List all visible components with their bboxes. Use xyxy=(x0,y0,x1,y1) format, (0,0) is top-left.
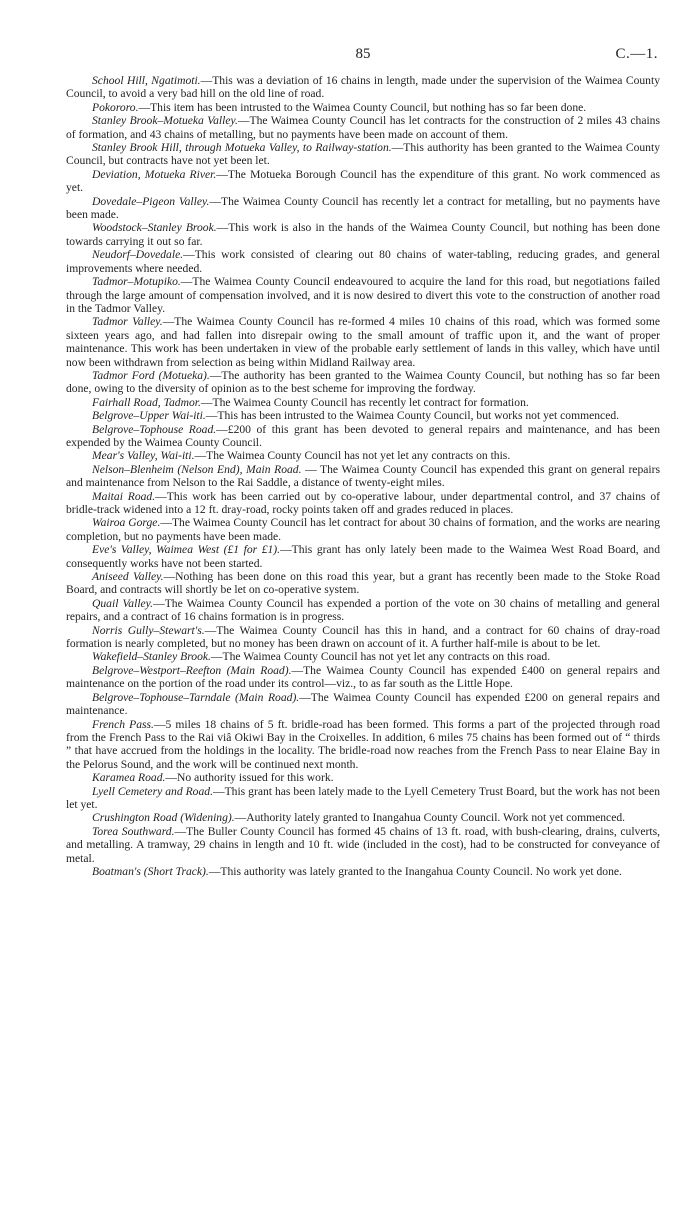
paragraph xyxy=(66,691,660,718)
paragraph-text: —No authority issued for this work. xyxy=(165,771,334,785)
paragraph-text: —The Waimea County Council has not yet let any contracts on this road. xyxy=(210,650,551,664)
paragraph xyxy=(66,396,660,409)
paragraph-title: Mear's Valley, Wai-iti. xyxy=(92,449,195,463)
paragraph xyxy=(66,168,660,195)
paragraph-title: Belgrove–Upper Wai-iti. xyxy=(92,409,206,423)
paragraph-text: —The Waimea County Council has let contract for about 30 chains of formation, and the works are nearing completion, but no payments have been made. xyxy=(66,516,660,543)
paragraph-text: —This work is also in the hands of the Waimea County Council, but nothing has been done towards carrying it out so far. xyxy=(66,221,660,248)
paragraph-text: —The Waimea County Council has recently let contract for formation. xyxy=(200,395,529,409)
page-number: 85 xyxy=(355,46,371,62)
paragraph xyxy=(66,597,660,624)
page-header xyxy=(66,46,660,74)
paragraph-title: Belgrove–Tophouse Road. xyxy=(92,422,217,436)
paragraph-text: —The Waimea County Council has let contracts for the construction of 2 miles 43 chains of formation, and 43 chains of metalling, but no payments have been made on account of them. xyxy=(66,114,660,141)
paragraph-text: —This has been intrusted to the Waimea County Council, but works not yet commenced. xyxy=(205,409,620,423)
paragraph xyxy=(66,718,660,772)
paragraph-title: Boatman's (Short Track). xyxy=(92,864,209,878)
paragraph-title: Wakefield–Stanley Brook. xyxy=(92,650,211,664)
paragraph-text: —This work has been carried out by co-operative labour, under departmental control, and 37 chains of bridle-track widened into a 12 ft. dray-road, rocky points taken off and grades reduced in places. xyxy=(66,489,661,516)
paragraph-title: School Hill, Ngatimoti. xyxy=(92,74,201,87)
paragraph-text: —This work consisted of clearing out 80 chains of water-tabling, reducing grades, and general improvements where needed. xyxy=(66,248,660,275)
paragraph-text: —Nothing has been done on this road this year, but a grant has recently been made to the Stoke Road Board, and contracts will shortly be let on co-operative system. xyxy=(66,570,660,597)
paragraph xyxy=(66,275,660,315)
paragraph-title: Maitai Road. xyxy=(92,489,156,503)
paragraph-title: Dovedale–Pigeon Valley. xyxy=(92,194,210,208)
paragraph xyxy=(66,570,660,597)
paragraph-text: —The Waimea County Council has this in hand, and a contract for 60 chains of dray-road formation is nearly completed, but no money has been drawn on account of it. A further half-mile is about to be let. xyxy=(66,623,660,651)
paragraph-title: Eve's Valley, Waimea West (£1 for £1). xyxy=(92,543,281,557)
paragraph xyxy=(66,543,660,570)
paragraph-title: Nelson–Blenheim (Nelson End), Main Road. xyxy=(92,462,302,476)
paragraph xyxy=(66,195,660,222)
paragraph xyxy=(66,141,660,168)
paragraph-text: —The Buller County Council has formed 45 chains of 13 ft. road, with bush-clearing, drains, culverts, and metalling. A tramway, 29 chains in length and 10 ft. wide (included in the cost), had to be constructed for conveyance of metal. xyxy=(66,824,660,865)
body-text xyxy=(66,74,660,878)
paragraph-text: —This authority was lately granted to the Inangahua County Council. No work yet done. xyxy=(208,864,622,878)
paragraph-text: —£200 of this grant has been devoted to general repairs and maintenance, and has been expended by the Waimea County Council. xyxy=(66,422,660,449)
paragraph-title: Neudorf–Dovedale. xyxy=(92,248,184,262)
paragraph-text: — The Waimea County Council has expended this grant on general repairs and maintenance from Nelson to the Rai Saddle, a distance of twenty-eight miles. xyxy=(66,462,660,490)
paragraph-title: Deviation, Motueka River. xyxy=(92,167,217,181)
paragraph-text: —5 miles 18 chains of 5 ft. bridle-road has been formed. This forms a part of the projected through road from the French Pass to the Rai viâ Okiwi Bay in the Croixelles. In addition, 6 miles 75 chains has been formed out of “ thirds ” that have accrued from the holdings in the locality. The bridle-road now reaches from the French Pass to near Elaine Bay in the Pelorus Sound, and the work will be continued next month. xyxy=(66,717,660,771)
paragraph-text: —The authority has been granted to the Waimea County Council, but nothing has so far been done, owing to the diversity of opinion as to the best scheme for improving the fordway. xyxy=(66,368,660,396)
paragraph xyxy=(66,825,660,865)
paragraph xyxy=(66,449,660,462)
paragraph xyxy=(66,248,660,275)
paragraph-text: —The Waimea County Council has not yet let any contracts on this. xyxy=(194,449,511,463)
paragraph-title: Wairoa Gorge. xyxy=(92,516,161,530)
paragraph xyxy=(66,369,660,396)
paragraph-title: Karamea Road. xyxy=(92,771,166,785)
paragraph-title: Quail Valley. xyxy=(92,596,154,610)
paragraph-title: French Pass. xyxy=(92,717,154,731)
document-reference: C.—1. xyxy=(615,46,658,62)
paragraph-text: —This item has been intrusted to the Waimea County Council, but nothing has so far been done. xyxy=(138,100,587,114)
paragraph-title: Norris Gully–Stewart's. xyxy=(92,623,205,637)
paragraph xyxy=(66,516,660,543)
paragraph xyxy=(66,624,660,651)
paragraph-title: Torea Southward. xyxy=(92,824,175,838)
paragraph xyxy=(66,490,660,517)
paragraph-title: Tadmor–Motupiko. xyxy=(92,275,181,289)
paragraph-title: Fairhall Road, Tadmor. xyxy=(92,395,201,409)
paragraph-text: —The Waimea County Council has expended a portion of the vote on 30 chains of metalling and general repairs, and a contract of 16 chains formation is in progress. xyxy=(66,596,660,624)
paragraph xyxy=(66,74,660,101)
paragraph xyxy=(66,409,660,422)
paragraph-title: Belgrove–Tophouse–Tarndale (Main Road). xyxy=(92,690,300,704)
paragraph-title: Lyell Cemetery and Road. xyxy=(92,784,213,798)
paragraph xyxy=(66,463,660,490)
paragraph-title: Woodstock–Stanley Brook. xyxy=(92,221,217,235)
paragraph xyxy=(66,811,660,824)
paragraph-text: —This grant has only lately been made to the Waimea West Road Board, and consequently works have not been started. xyxy=(66,543,660,570)
paragraph-text: —The Waimea County Council endeavoured to acquire the land for this road, but negotiations failed through the large amount of compensation involved, and it is now desired to divert this vote to the construction of another road in the Tadmor Valley. xyxy=(66,275,660,315)
paragraph-text: —The Waimea County Council has recently let a contract for metalling, but no payments have been made. xyxy=(66,194,660,222)
paragraph xyxy=(66,771,660,784)
paragraph-title: Tadmor Valley. xyxy=(92,315,163,329)
paragraph xyxy=(66,315,660,369)
paragraph xyxy=(66,423,660,450)
paragraph xyxy=(66,785,660,812)
paragraph xyxy=(66,865,660,878)
paragraph xyxy=(66,664,660,691)
paragraph-text: —This authority has been granted to the Waimea County Council, but contracts have not yet been let. xyxy=(66,141,660,168)
paragraph-title: Stanley Brook Hill, through Motueka Valley, to Railway-station. xyxy=(92,141,392,155)
paragraph xyxy=(66,221,660,248)
paragraph-text: —The Waimea County Council has expended £200 on general repairs and maintenance. xyxy=(66,690,660,718)
paragraph-title: Aniseed Valley. xyxy=(92,570,164,584)
paragraph-title: Stanley Brook–Motueka Valley. xyxy=(92,114,238,128)
paragraph-title: Belgrove–Westport–Reefton (Main Road). xyxy=(92,663,292,677)
paragraph-text: —The Motueka Borough Council has the expenditure of this grant. No work commenced as yet. xyxy=(66,167,660,195)
paragraph-text: —Authority lately granted to Inangahua County Council. Work not yet commenced. xyxy=(234,811,626,825)
paragraph xyxy=(66,101,660,114)
paragraph-text: —The Waimea County Council has expended £400 on general repairs and maintenance on the portion of the road under its control—viz., to as far south as the Little Hope. xyxy=(66,663,660,691)
paragraph-title: Tadmor Ford (Motueka). xyxy=(92,368,210,382)
paragraph-text: —This grant has been lately made to the Lyell Cemetery Trust Board, but the work has not been let yet. xyxy=(66,784,660,811)
paragraph-text: —The Waimea County Council has re-formed 4 miles 10 chains of this road, which was formed some sixteen years ago, and had fallen into disrepair owing to the small amount of traffic upon it, and the want of proper maintenance. This work has been undertaken in view of the probable early settlement of lands in this valley, which have until now been withdrawn from selection as being within Midland Railway area. xyxy=(66,315,660,369)
paragraph-title: Pokororo. xyxy=(92,100,139,114)
paragraph xyxy=(66,650,660,663)
paragraph-title: Crushington Road (Widening). xyxy=(92,811,235,825)
paragraph xyxy=(66,114,660,141)
paragraph-text: —This was a deviation of 16 chains in length, made under the supervision of the Waimea County Council, to avoid a very bad hill on the old line of road. xyxy=(66,74,660,101)
